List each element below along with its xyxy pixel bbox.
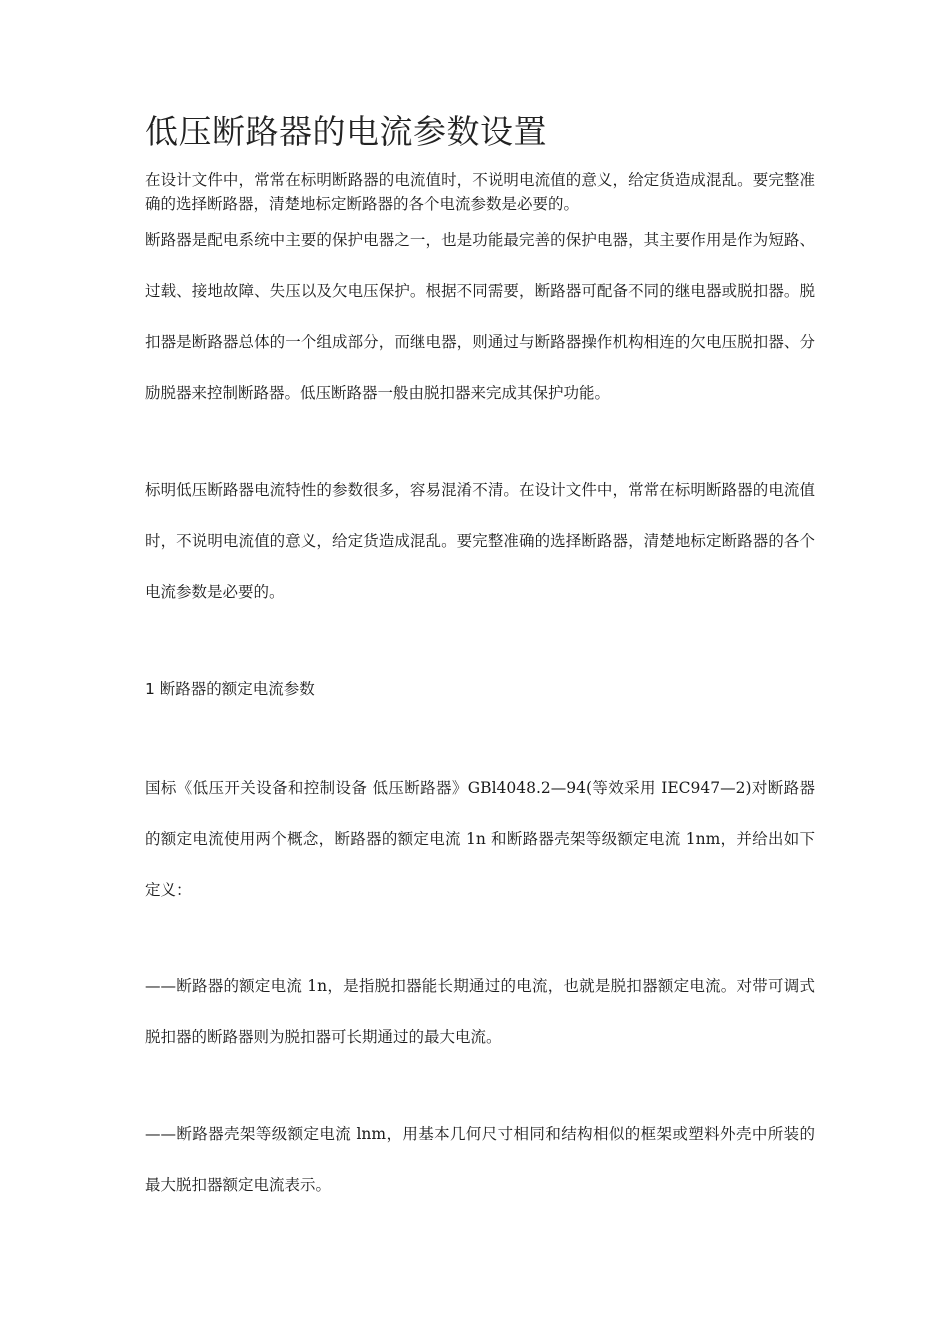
frame-rated-current-definition-paragraph: ——断路器壳架等级额定电流 lnm，用基本几何尺寸相同和结构相似的框架或塑料外壳中所装的最大脱扣器额定电流表示。 <box>145 1125 815 1194</box>
intro-paragraph: 在设计文件中，常常在标明断路器的电流值时，不说明电流值的意义，给定货造成混乱。要完整准确的选择断路器，清楚地标定断路器的各个电流参数是必要的。 <box>145 171 815 213</box>
document-title: 低压断路器的电流参数设置 <box>145 112 547 151</box>
current-parameters-paragraph: 标明低压断路器电流特性的参数很多，容易混淆不清。在设计文件中，常常在标明断路器的电流值时，不说明电流值的意义，给定货造成混乱。要完整准确的选择断路器，清楚地标定断路器的各个电流参数是必要的。 <box>145 481 815 601</box>
rated-current-definition-paragraph: ——断路器的额定电流 1n，是指脱扣器能长期通过的电流，也就是脱扣器额定电流。对带可调式脱扣器的断路器则为脱扣器可长期通过的最大电流。 <box>145 977 815 1046</box>
national-standard-paragraph: 国标《低压开关设备和控制设备 低压断路器》GBl4048.2—94(等效采用 IEC947—2)对断路器的额定电流使用两个概念，断路器的额定电流 1n 和断路器壳架等级额定电流 1nm，并给出如下定义： <box>145 779 815 899</box>
circuit-breaker-description-paragraph: 断路器是配电系统中主要的保护电器之一，也是功能最完善的保护电器，其主要作用是作为短路、过载、接地故障、失压以及欠电压保护。根据不同需要，断路器可配备不同的继电器或脱扣器。脱扣器是断路器总体的一个组成部分，而继电器，则通过与断路器操作机构相连的欠电压脱扣器、分励脱器来控制断路器。低压断路器一般由脱扣器来完成其保护功能。 <box>145 231 815 402</box>
section-heading-1: 1 断路器的额定电流参数 <box>145 680 315 698</box>
